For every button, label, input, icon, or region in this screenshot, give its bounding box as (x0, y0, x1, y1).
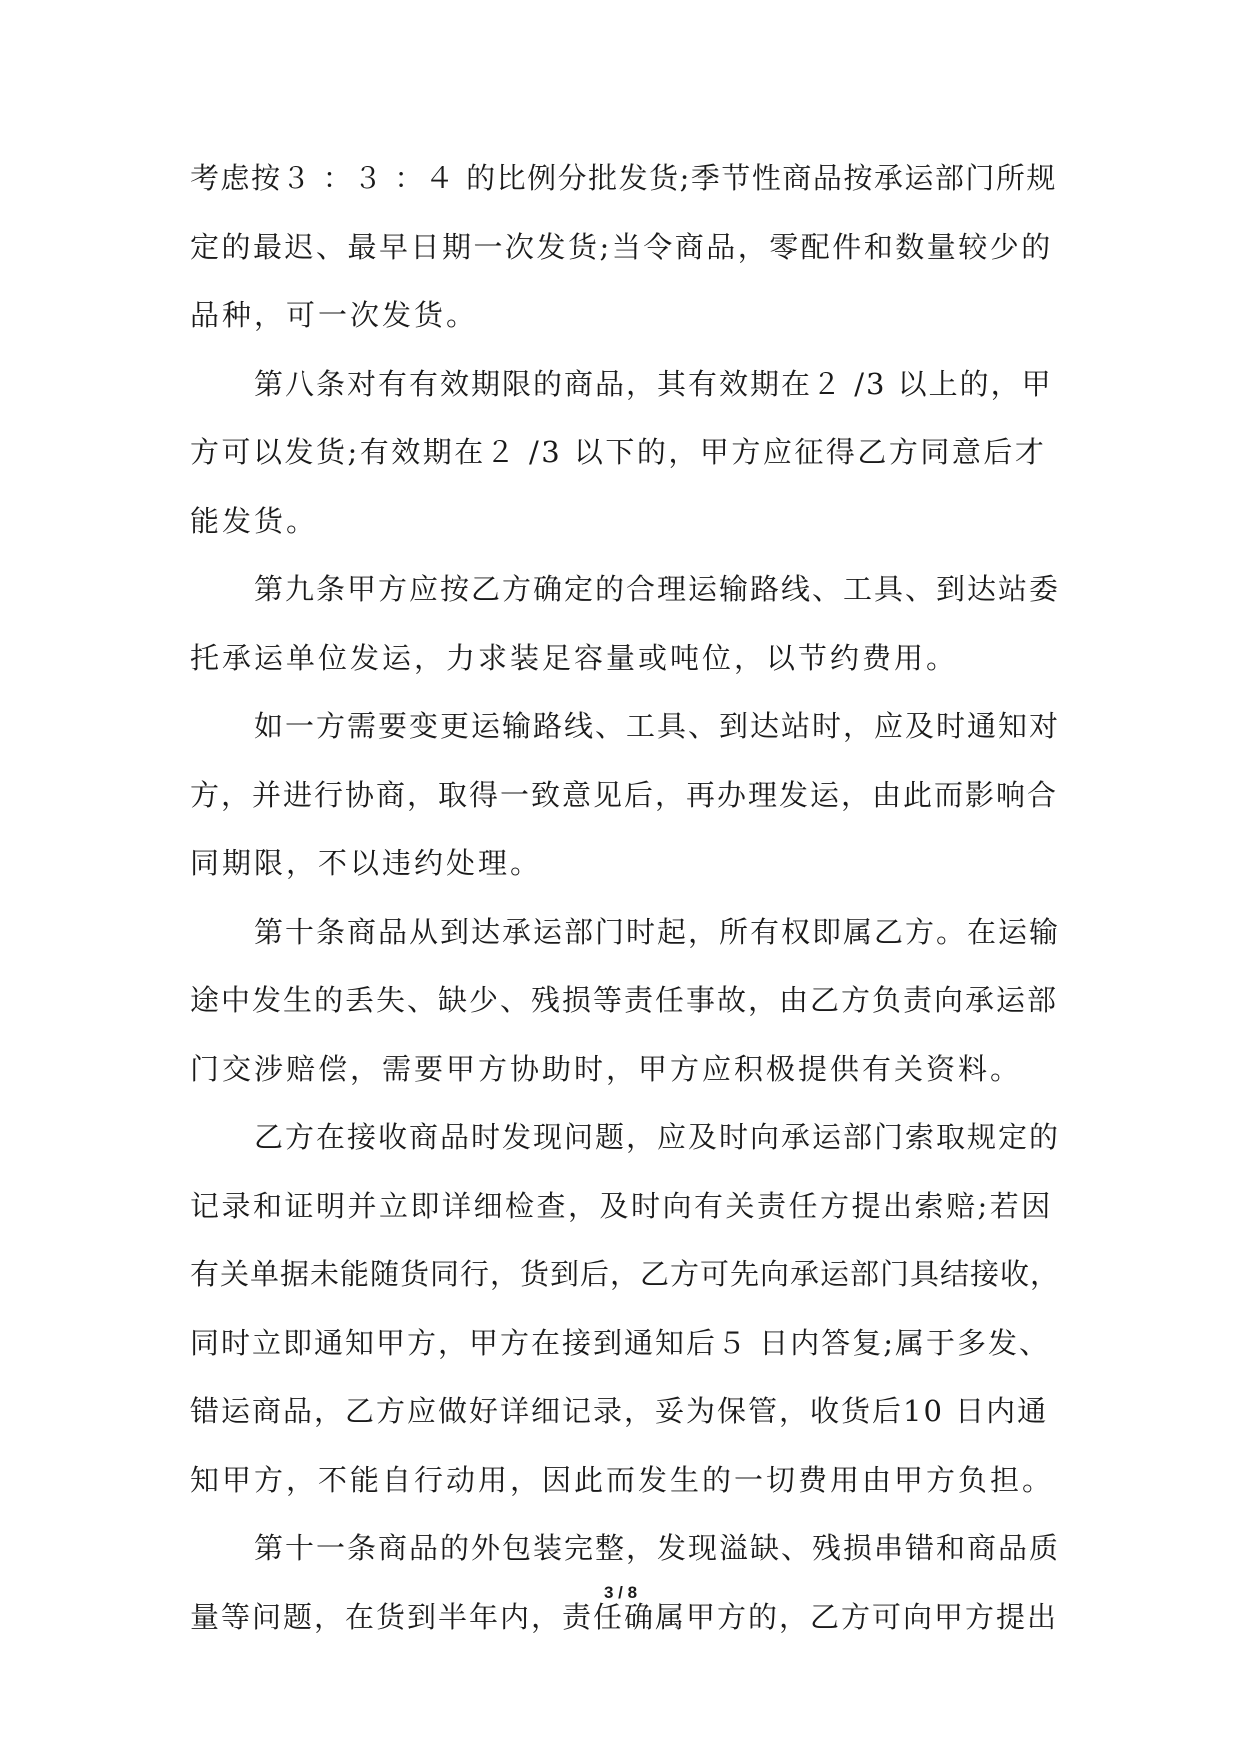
text-line: 定的最迟、最早日期一次发货;当令商品，零配件和数量较少的 (190, 229, 1053, 264)
page-number: 3 / 8 (603, 1583, 638, 1602)
text-line: 乙方在接收商品时发现问题，应及时向承运部门索取规定的 (254, 1120, 1061, 1154)
text-line: 知甲方，不能自行动用，因此而发生的一切费用由甲方负担。 (190, 1462, 1055, 1497)
text-line: 第十一条商品的外包装完整，发现溢缺、残损串错和商品质 (254, 1531, 1061, 1565)
text-line: 如一方需要变更运输路线、工具、到达站时，应及时通知对 (254, 709, 1061, 743)
text-line: 错运商品，乙方应做好详细记录，妥为保管，收货后10 日内通 (190, 1394, 1049, 1428)
text-line: 第八条对有有效期限的商品，其有效期在２ /3 以上的，甲 (254, 366, 1053, 401)
text-line: 同时立即通知甲方，甲方在接到通知后５ 日内答复;属于多发、 (190, 1325, 1050, 1360)
text-line: 记录和证明并立即详细检查，及时向有关责任方提出索赔;若因 (190, 1188, 1053, 1223)
text-line: 量等问题，在货到半年内，责任确属甲方的，乙方可向甲方提出 (190, 1599, 1059, 1634)
text-line: 方，并进行协商，取得一致意见后，再办理发运，由此而影响合 (190, 777, 1059, 812)
text-line: 有关单据未能随货同行，货到后，乙方可先向承运部门具结接收， (190, 1257, 1061, 1291)
text-line: 品种，可一次发货。 (190, 298, 479, 332)
text-line: 考虑按３ ：３ ：４ 的比例分批发货;季节性商品按承运部门所规 (190, 161, 1057, 195)
text-line: 第九条甲方应按乙方确定的合理运输路线、工具、到达站委 (254, 572, 1061, 606)
text-line: 能发货。 (190, 503, 319, 538)
text-line: 第十条商品从到达承运部门时起，所有权即属乙方。在运输 (254, 914, 1061, 949)
text-line: 门交涉赔偿，需要甲方协助时，甲方应积极提供有关资料。 (190, 1051, 1023, 1086)
text-line: 方可以发货;有效期在２ /3 以下的，甲方应征得乙方同意后才 (190, 435, 1047, 469)
text-line: 同期限，不以违约处理。 (190, 846, 543, 880)
document-body (190, 158, 1060, 1665)
text-line: 途中发生的丢失、缺少、残损等责任事故，由乙方负责向承运部 (190, 983, 1059, 1017)
text-line: 托承运单位发运，力求装足容量或吨位，以节约费用。 (190, 640, 959, 675)
